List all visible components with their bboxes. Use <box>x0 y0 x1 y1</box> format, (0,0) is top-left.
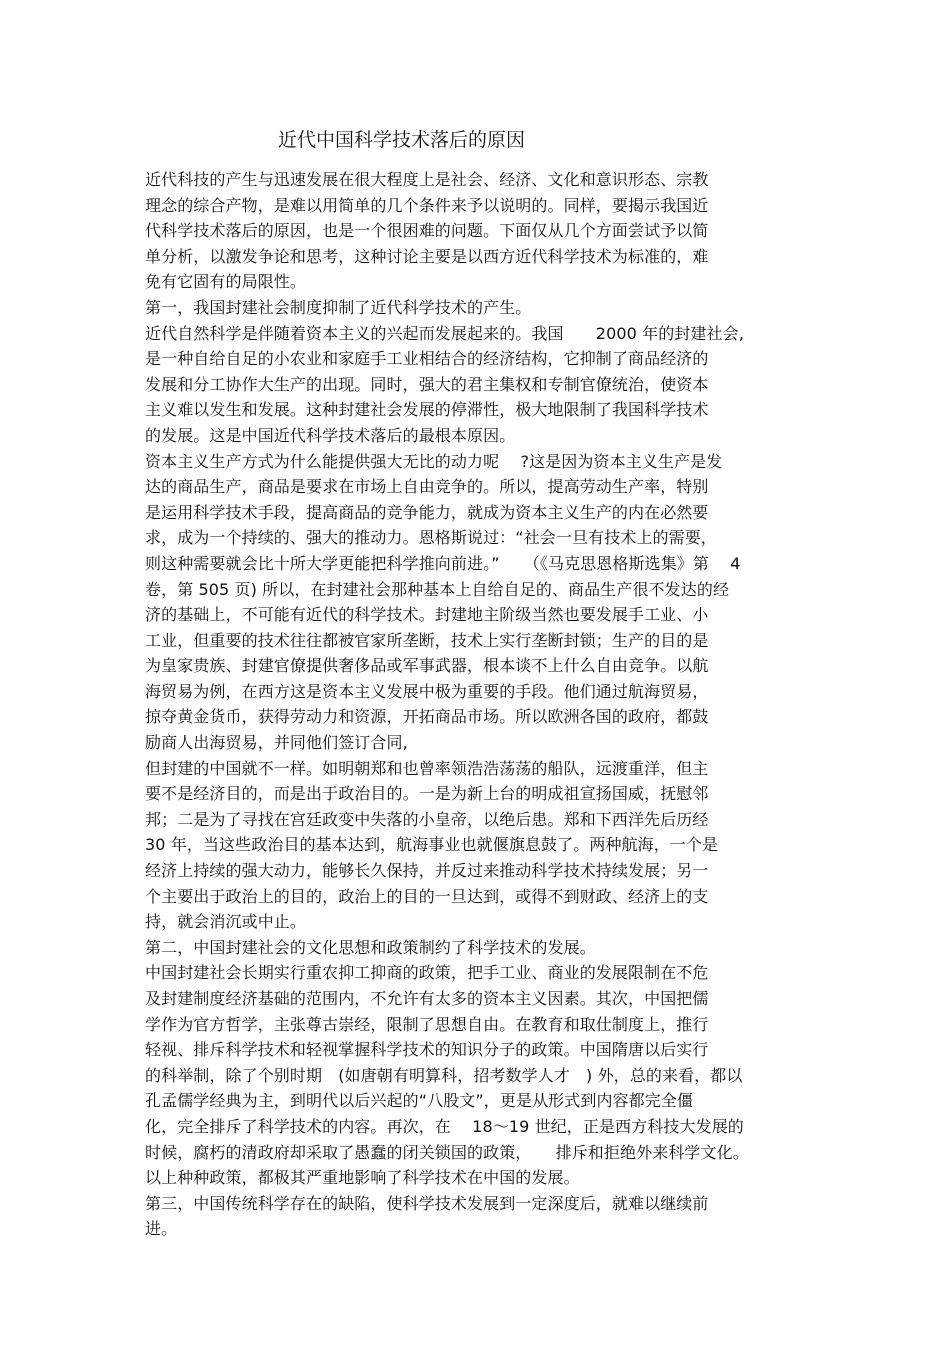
text-line: 是运用科学技术手段，提高商品的竞争能力，就成为资本主义生产的内在必然要 <box>145 502 709 522</box>
text-line: 化，完全排斥了科学技术的内容。再次，在 18～19 世纪，正是西方科技大发展的 <box>145 1116 744 1136</box>
text-line: 及封建制度经济基础的范围内，不允许有太多的资本主义因素。其次，中国把儒 <box>145 989 709 1008</box>
text-line: 近代科技的产生与迅速发展在很大程度上是社会、经济、文化和意识形态、宗教 <box>145 170 709 189</box>
text-line: 30 年，当这些政治目的基本达到，航海事业也就偃旗息鼓了。两种航海，一个是 <box>145 835 719 855</box>
text-line: 但封建的中国就不一样。如明朝郑和也曾率领浩浩荡荡的船队，远渡重洋，但主 <box>145 758 709 778</box>
text-line: 免有它固有的局限性。 <box>145 272 307 292</box>
text-line: 代科学技术落后的原因，也是一个很困难的问题。下面仅从几个方面尝试予以简 <box>145 221 709 241</box>
text-line: 经济上持续的强大动力，能够长久保持，并反过来推动科学技术持续发展；另一 <box>145 861 709 881</box>
text-line: 轻视、排斥科学技术和轻视掌握科学技术的知识分子的政策。中国隋唐以后实行 <box>145 1040 709 1060</box>
text-line: 时候，腐朽的清政府却采取了愚蠢的闭关锁国的政策， 排斥和拒绝外来科学文化。 <box>145 1142 749 1162</box>
text-line: 励商人出海贸易，并同他们签订合同, <box>145 733 408 753</box>
text-line: 是一种自给自足的小农业和家庭手工业相结合的经济结构，它抑制了商品经济的 <box>145 349 709 369</box>
text-line: 中国封建社会长期实行重农抑工抑商的政策，把手工业、商业的发展限制在不危 <box>145 963 709 983</box>
text-line: 济的基础上，不可能有近代的科学技术。封建地主阶级当然也要发展手工业、小 <box>145 605 709 625</box>
text-line: 孔孟儒学经典为主，到明代以后兴起的“八股文”，更是从形式到内容都完全僵 <box>145 1091 694 1111</box>
document-title: 近代中国科学技术落后的原因 <box>278 129 526 151</box>
text-line: 进。 <box>145 1219 178 1239</box>
text-line: 学作为官方哲学，主张尊古崇经，限制了思想自由。在教育和取仕制度上，推行 <box>145 1014 709 1034</box>
text-line: 资本主义生产方式为什么能提供强大无比的动力呢 ?这是因为资本主义生产是发 <box>145 451 723 471</box>
text-line: 达的商品生产，商品是要求在市场上自由竞争的。所以，提高劳动生产率，特别 <box>145 477 709 497</box>
text-line: 第三，中国传统科学存在的缺陷，使科学技术发展到一定深度后，就难以继续前 <box>145 1193 709 1213</box>
text-line: 海贸易为例，在西方这是资本主义发展中极为重要的手段。他们通过航海贸易， <box>145 681 709 701</box>
text-line: 为皇家贵族、封建官僚提供奢侈品或军事武器，根本谈不上什么自由竞争。以航 <box>145 656 709 676</box>
text-line: 卷，第 505 页) 所以，在封建社会那种基本上自给自足的、商品生产很不发达的经 <box>145 579 730 599</box>
document-body <box>145 167 825 1242</box>
text-line: 掠夺黄金货币，获得劳动力和资源，开拓商品市场。所以欧洲各国的政府，都鼓 <box>145 707 709 727</box>
text-line: 的科举制，除了个别时期 (如唐朝有明算科，招考数学人才 ) 外，总的来看，都以 <box>145 1065 743 1085</box>
text-line: 要不是经济目的，而是出于政治目的。一是为新上台的明成祖宣扬国威，抚慰邻 <box>145 784 709 804</box>
text-line: 求，成为一个持续的、强大的推动力。恩格斯说过：“社会一旦有技术上的需要， <box>145 528 717 548</box>
text-line: 单分析，以激发争论和思考，这种讨论主要是以西方近代科学技术为标准的，难 <box>145 246 709 266</box>
text-line: 则这种需要就会比十所大学更能把科学推向前进。” （《马克思恩格斯选集》第 4 <box>145 553 741 573</box>
text-line: 主义难以发生和发展。这种封建社会发展的停滞性，极大地限制了我国科学技术 <box>145 400 709 420</box>
text-line: 个主要出于政治上的目的，政治上的目的一旦达到，或得不到财政、经济上的支 <box>145 886 709 906</box>
text-line: 持，就会消沉或中止。 <box>145 912 307 932</box>
text-line: 第二，中国封建社会的文化思想和政策制约了科学技术的发展。 <box>145 937 596 957</box>
text-line: 发展和分工协作大生产的出现。同时，强大的君主集权和专制官僚统治，使资本 <box>145 374 709 394</box>
text-line: 第一，我国封建社会制度抑制了近代科学技术的产生。 <box>145 297 532 317</box>
text-line: 以上种种政策，都极其严重地影响了科学技术在中国的发展。 <box>145 1168 580 1188</box>
text-line: 的发展。这是中国近代科学技术落后的最根本原因。 <box>145 425 516 445</box>
text-line: 工业，但重要的技术往往都被官家所垄断，技术上实行垄断封锁；生产的目的是 <box>145 630 709 650</box>
text-line: 理念的综合产物，是难以用简单的几个条件来予以说明的。同样，要揭示我国近 <box>145 195 709 215</box>
text-line: 邦；二是为了寻找在宫廷政变中失落的小皇帝，以绝后患。郑和下西洋先后历经 <box>145 809 709 829</box>
text-line: 近代自然科学是伴随着资本主义的兴起而发展起来的。我国 2000 年的封建社会, <box>145 323 744 343</box>
